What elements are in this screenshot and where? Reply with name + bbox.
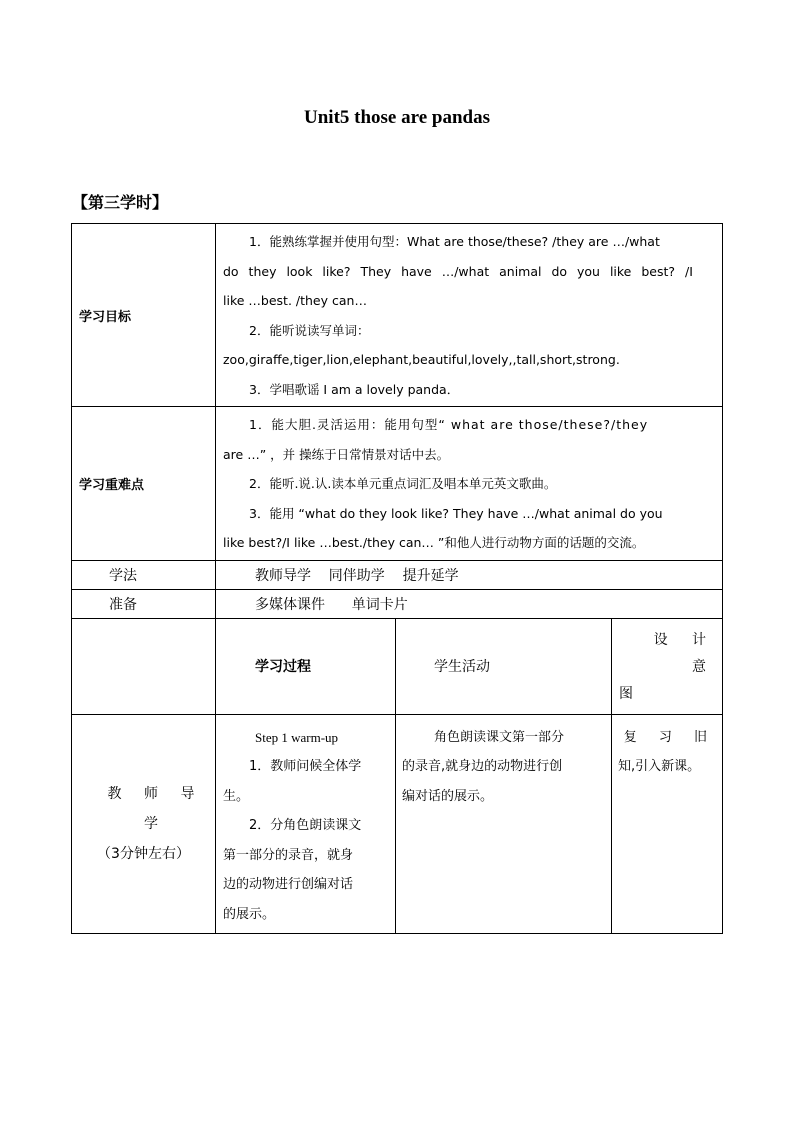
stage-intent-line: 知,引入新课。 [618,759,701,774]
page-title: Unit5 those are pandas [304,107,490,128]
stage-intent-line: 复 习 旧 [623,729,717,745]
objectives-line: zoo,giraffe,tiger,lion,elephant,beautiful,lovely,,tall,short,strong. [223,352,620,367]
objectives-row [72,224,723,407]
preparation-value: 多媒体课件 单词卡片 [216,589,723,618]
preparation-row [72,589,723,618]
method-label: 学法 [72,560,216,589]
process-header: 学习过程 [216,618,396,714]
preparation-label: 准备 [72,589,216,618]
section-heading: 【第三学时】 [72,193,169,212]
stage-label-line: 教 师 导 学 [107,785,204,832]
stage-process-line: 2．分角色朗读课文 [249,818,362,833]
objectives-line: like …best. /they can… [223,293,367,308]
stage-student-line: 编对话的展示。 [402,788,494,804]
stage-student-line: 角色朗读课文第一部分 [434,729,565,745]
header-blank-cell [72,618,216,714]
stage-process-line: 的展示。 [223,906,276,922]
stage-process-line: 边的动物进行创编对话 [223,877,354,892]
stage-student-line: 的录音,就身边的动物进行创 [402,759,563,774]
stage-process-line: 第一部分的录音，就身 [223,847,354,863]
key-points-line: are …” ，并 操练于日常情景对话中去。 [223,446,450,462]
student-activity-header: 学生活动 [396,618,612,714]
stage-label-line: （3分钟左右） [97,845,190,862]
key-points-line: 1．能大胆.灵活运用：能用句型“ what are those/these?/they [249,417,649,432]
design-intent-header-line: 设 计 意 [653,631,717,675]
objectives-line: do they look like? They have …/what animal do you like best? /I [223,263,693,279]
key-points-line: 3．能用 “what do they look like? They have …/what animal do you [249,505,663,521]
key-points-line: 2．能听.说.认.读本单元重点词汇及唱本单元英文歌曲。 [249,476,557,491]
stage-process-line: Step 1 warm-up [255,729,339,745]
stage-process-line: 1．教师问候全体学 [249,759,362,774]
lesson-plan-table [71,223,723,934]
design-intent-header [612,618,723,714]
key-points-label: 学习重难点 [72,407,216,561]
key-points-row [72,407,723,561]
design-intent-header-line: 图 [619,685,633,702]
key-points-line: like best?/I like …best./they can… ”和他人进行动物方面的话题的交流。 [223,535,645,550]
objectives-label: 学习目标 [72,224,216,407]
objectives-content [216,224,723,407]
process-header-row [72,618,723,714]
method-value: 教师导学 同伴助学 提升延学 [216,560,723,589]
objectives-line: 2．能听说读写单词： [249,322,370,338]
method-row [72,560,723,589]
objectives-line: 3．学唱歌谣 I am a lovely panda． [249,381,460,397]
stage-process-line: 生。 [223,788,250,804]
stage-row [72,714,723,934]
objectives-line: 1．能熟练掌握并使用句型：What are those/these? /they are …/what [249,234,660,249]
stage-process [216,714,396,934]
key-points-content [216,407,723,561]
stage-student-activity [396,714,612,934]
stage-design-intent [612,714,723,934]
stage-label [72,714,216,934]
